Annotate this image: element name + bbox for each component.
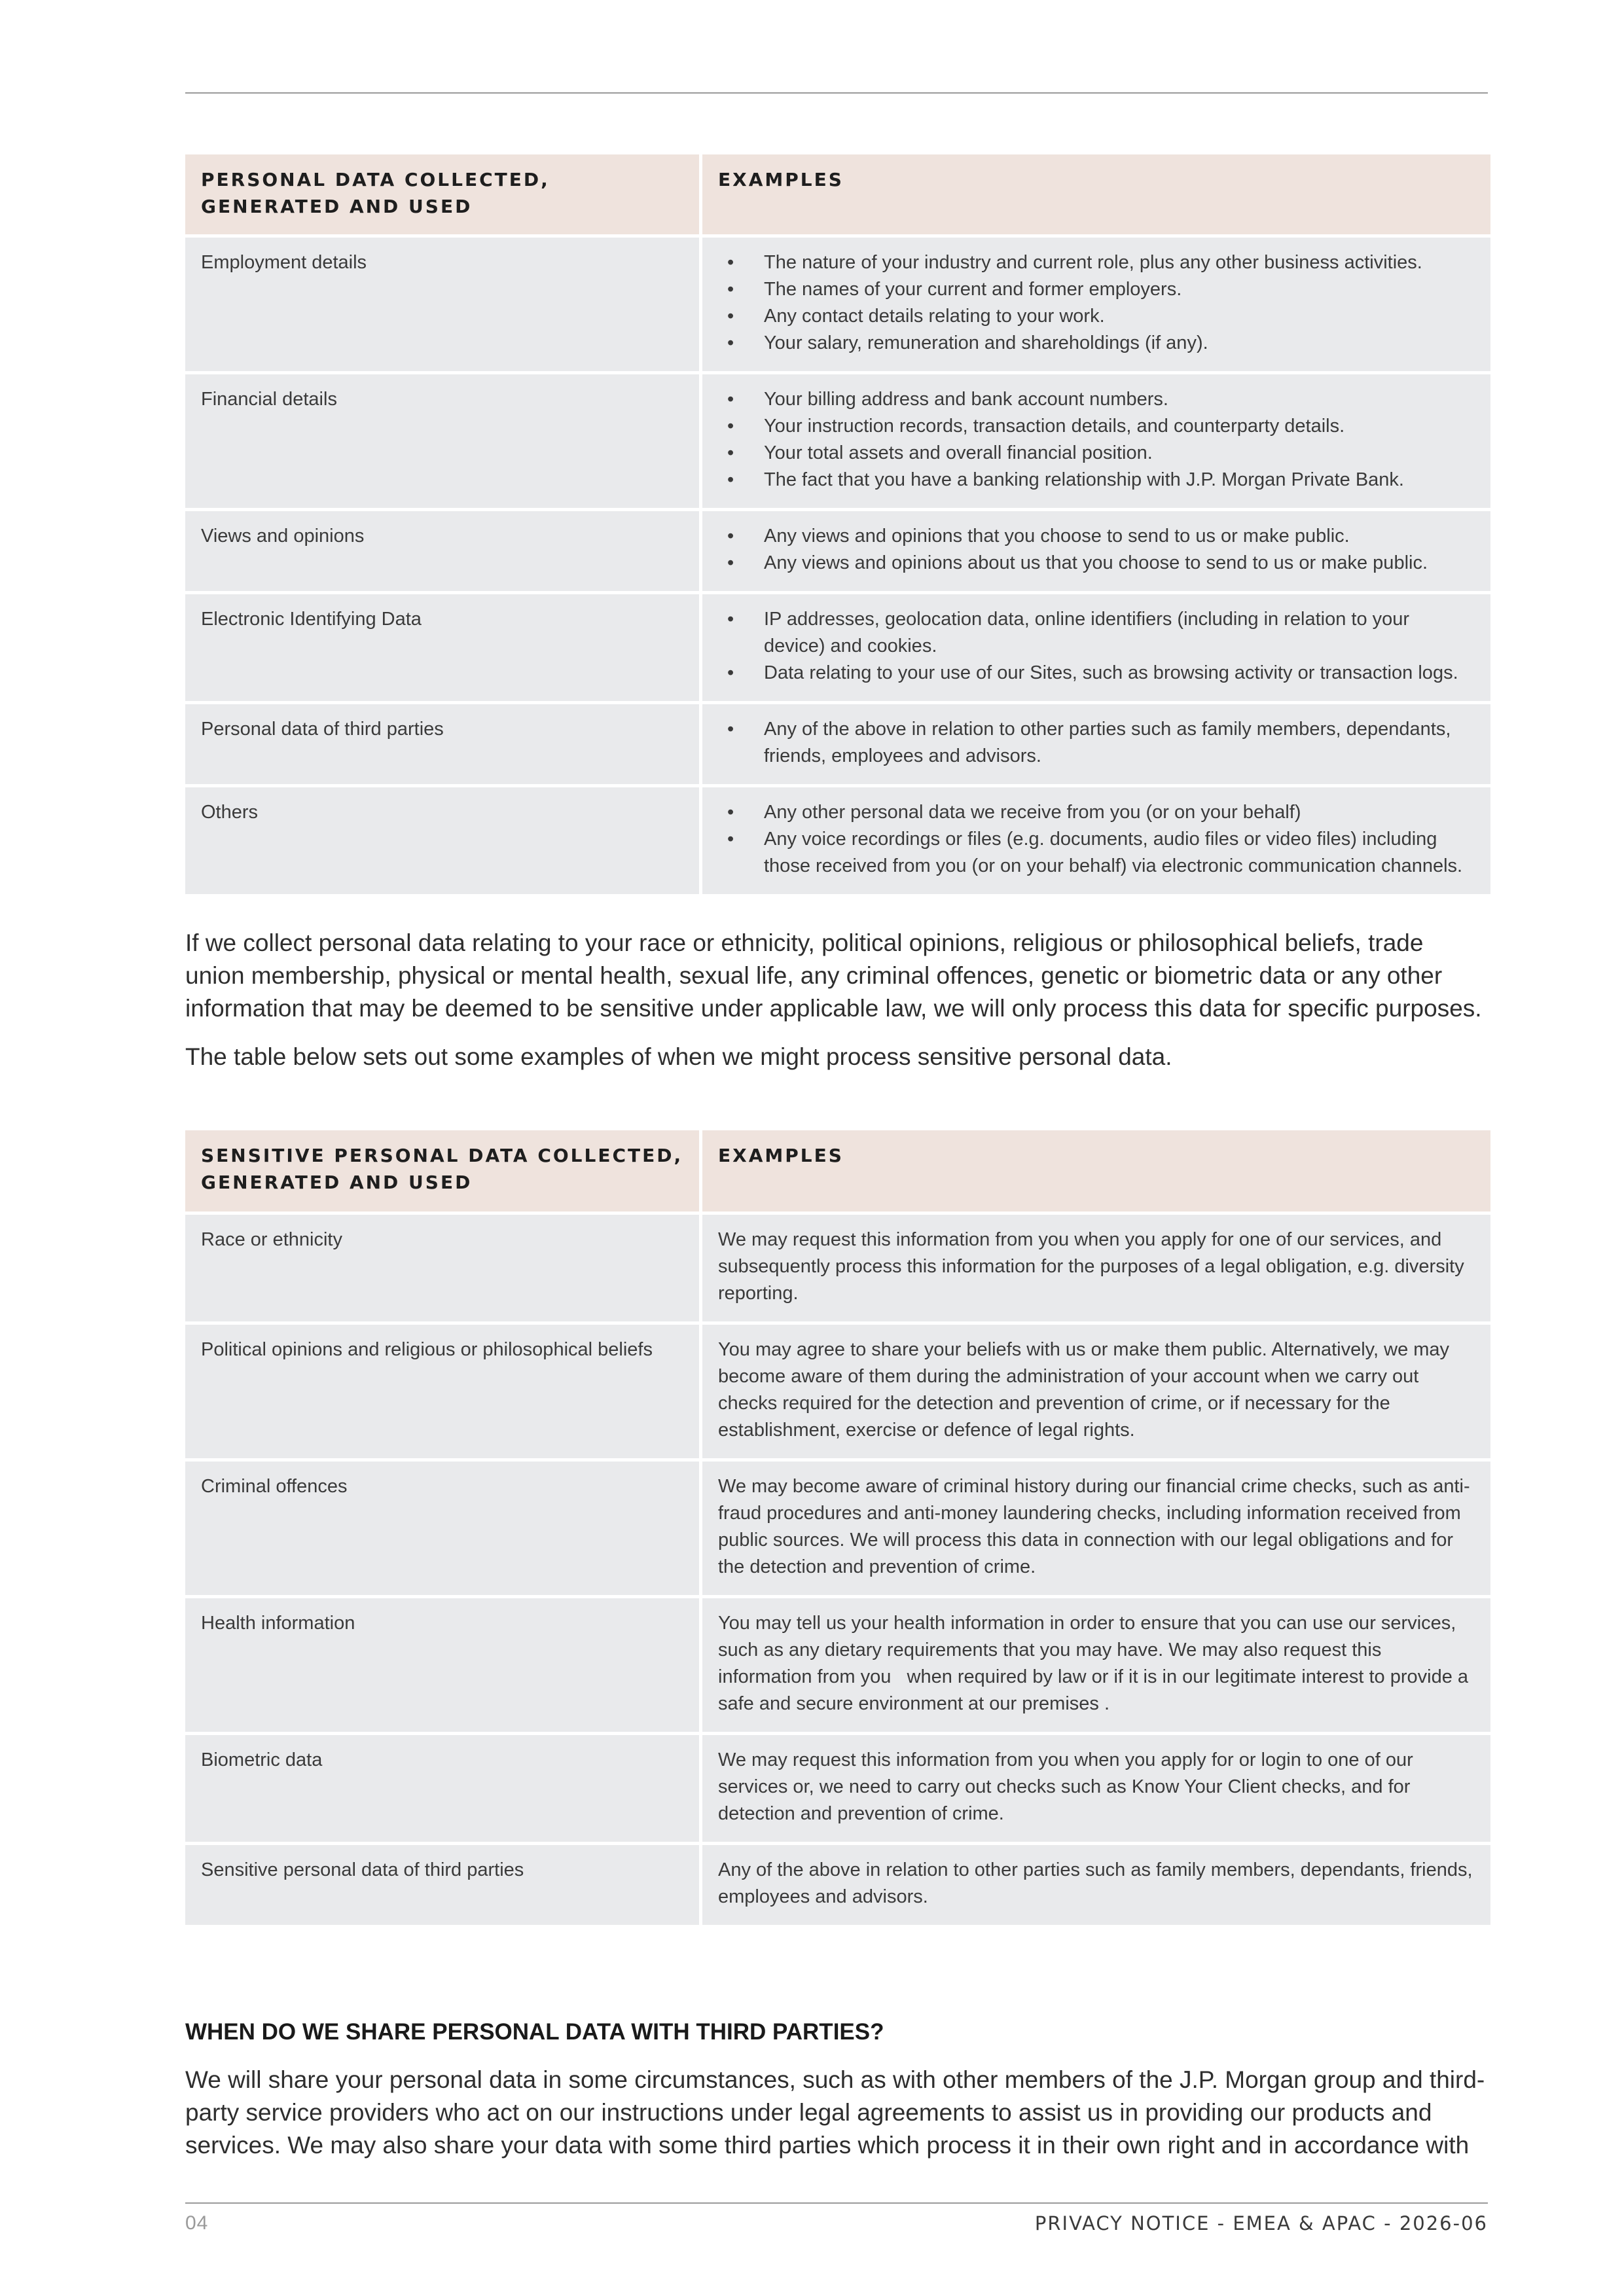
examples-list	[718, 799, 1475, 880]
example-text: You may tell us your health information in order to ensure that you can use our services, such as any dietary requirements that you may have. We may also request this information from you when required by law or if it is in our legitimate interest to provide a safe and secure environment at our premises .	[718, 1613, 1474, 1714]
category-cell	[185, 1598, 699, 1732]
category-cell	[185, 1845, 699, 1925]
sensitive-data-table	[185, 1130, 1490, 1925]
category-cell	[185, 238, 699, 371]
category-label: Financial details	[201, 389, 337, 410]
document-title: PRIVACY NOTICE - EMEA & APAC - 2026-06	[1034, 2212, 1488, 2234]
header-cell	[702, 1130, 1490, 1211]
sensitive-data-table-intro: The table below sets out some examples of when we might process sensitive personal data.	[185, 1043, 1172, 1070]
category-cell	[185, 1735, 699, 1842]
column-header-examples: EXAMPLES	[718, 1145, 844, 1166]
example-text: You may agree to share your beliefs with us or make them public. Alternatively, we may become aware of them during the administration of your account when we carry out checks required for the detection and prevention of crime, or if necessary for the establishment, exercise or defence of legal rights.	[718, 1339, 1450, 1441]
examples-cell	[702, 374, 1490, 508]
list-item: • Any of the above in relation to other parties such as family members, dependants, friends, employees and advisors.	[718, 716, 1475, 770]
list-item: • The nature of your industry and current role, plus any other business activities.	[718, 249, 1475, 276]
section-heading: WHEN DO WE SHARE PERSONAL DATA WITH THIRD PARTIES?	[185, 2019, 884, 2045]
example-text: We may become aware of criminal history during our financial crime checks, such as anti-fraud procedures and anti-money laundering checks, including information received from public sources. We will process this data in connection with our legal obligations and for the detection and prevention of crime.	[718, 1476, 1470, 1577]
table-row	[185, 1215, 1490, 1321]
category-cell	[185, 1215, 699, 1321]
list-item: • Your salary, remuneration and shareholdings (if any).	[718, 330, 1475, 357]
examples-cell	[702, 594, 1490, 701]
category-label: Views and opinions	[201, 526, 365, 547]
example-text: We may request this information from you when you apply for one of our services, and subsequently process this information for the purposes of a legal obligation, e.g. diversity reporting.	[718, 1229, 1464, 1304]
category-label: Biometric data	[201, 1749, 323, 1770]
category-label: Electronic Identifying Data	[201, 609, 422, 630]
examples-list	[718, 716, 1475, 770]
personal-data-table	[185, 154, 1490, 894]
table-row	[185, 1845, 1490, 1925]
example-cell	[702, 1735, 1490, 1842]
column-header-examples: EXAMPLES	[718, 169, 844, 190]
example-cell	[702, 1325, 1490, 1458]
example-cell	[702, 1462, 1490, 1595]
table-row	[185, 1462, 1490, 1595]
list-item: • The names of your current and former employers.	[718, 276, 1475, 303]
example-text: Any of the above in relation to other parties such as family members, dependants, friends, employees and advisors.	[718, 1859, 1473, 1907]
list-item: • Data relating to your use of our Sites, such as browsing activity or transaction logs.	[718, 660, 1475, 687]
example-cell	[702, 1598, 1490, 1732]
category-label: Race or ethnicity	[201, 1229, 342, 1250]
category-label: Criminal offences	[201, 1476, 348, 1497]
category-cell	[185, 787, 699, 894]
examples-cell	[702, 704, 1490, 784]
list-item: • Your billing address and bank account numbers.	[718, 386, 1475, 413]
header-cell	[185, 154, 699, 234]
examples-cell	[702, 238, 1490, 371]
example-text: We may request this information from you when you apply for or login to one of our services or, we need to carry out checks such as Know Your Client checks, and for detection and prevention of crime.	[718, 1749, 1413, 1824]
examples-list	[718, 606, 1475, 687]
list-item: • Any voice recordings or files (e.g. documents, audio files or video files) including those received from you (or on your behalf) via electronic communication channels.	[718, 826, 1475, 880]
list-item: • The fact that you have a banking relationship with J.P. Morgan Private Bank.	[718, 467, 1475, 493]
category-label: Sensitive personal data of third parties	[201, 1859, 524, 1880]
examples-list	[718, 386, 1475, 493]
examples-cell	[702, 511, 1490, 591]
table-header-row	[185, 154, 1490, 234]
table-row	[185, 1598, 1490, 1732]
table-row	[185, 238, 1490, 371]
category-cell	[185, 511, 699, 591]
examples-cell	[702, 787, 1490, 894]
category-label: Health information	[201, 1613, 355, 1634]
category-cell	[185, 704, 699, 784]
list-item: • Your total assets and overall financial position.	[718, 440, 1475, 467]
table-row	[185, 511, 1490, 591]
category-label: Personal data of third parties	[201, 719, 444, 740]
table-row	[185, 594, 1490, 701]
list-item: • Any views and opinions that you choose to send to us or make public.	[718, 523, 1475, 550]
sensitive-data-intro-paragraph: If we collect personal data relating to your race or ethnicity, political opinions, religious or philosophical beliefs, trade union membership, physical or mental health, sexual life, any criminal offences, genetic or biometric data or any other information that may be deemed to be sensitive under applicable law, we will only process this data for specific purposes.	[185, 929, 1482, 1022]
category-cell	[185, 1462, 699, 1595]
category-label: Others	[201, 802, 259, 823]
category-cell	[185, 594, 699, 701]
page-number: 04	[185, 2212, 209, 2234]
list-item: • Any contact details relating to your work.	[718, 303, 1475, 330]
table-row	[185, 704, 1490, 784]
list-item: • Any views and opinions about us that you choose to send to us or make public.	[718, 550, 1475, 577]
examples-list	[718, 523, 1475, 577]
example-cell	[702, 1845, 1490, 1925]
table-row	[185, 787, 1490, 894]
sharing-paragraph: We will share your personal data in some circumstances, such as with other members of the J.P. Morgan group and third-party service providers who act on our instructions under legal agreements to assist us in providing our products and services. We may also share your data with some third parties which process it in their own right and in accordance with	[185, 2066, 1485, 2159]
table-row	[185, 1735, 1490, 1842]
table-row	[185, 374, 1490, 508]
category-cell	[185, 374, 699, 508]
top-divider	[185, 92, 1488, 94]
column-header-category: SENSITIVE PERSONAL DATA COLLECTED, GENERATED AND USED	[201, 1145, 683, 1193]
bottom-divider	[185, 2202, 1488, 2204]
category-cell	[185, 1325, 699, 1458]
category-label: Political opinions and religious or philosophical beliefs	[201, 1339, 653, 1360]
category-label: Employment details	[201, 252, 367, 273]
table-header-row	[185, 1130, 1490, 1211]
example-cell	[702, 1215, 1490, 1321]
list-item: • IP addresses, geolocation data, online identifiers (including in relation to your device) and cookies.	[718, 606, 1475, 660]
list-item: • Any other personal data we receive from you (or on your behalf)	[718, 799, 1475, 826]
examples-list	[718, 249, 1475, 357]
list-item: • Your instruction records, transaction details, and counterparty details.	[718, 413, 1475, 440]
table-row	[185, 1325, 1490, 1458]
column-header-category: PERSONAL DATA COLLECTED, GENERATED AND USED	[201, 169, 550, 217]
header-cell	[702, 154, 1490, 234]
header-cell	[185, 1130, 699, 1211]
